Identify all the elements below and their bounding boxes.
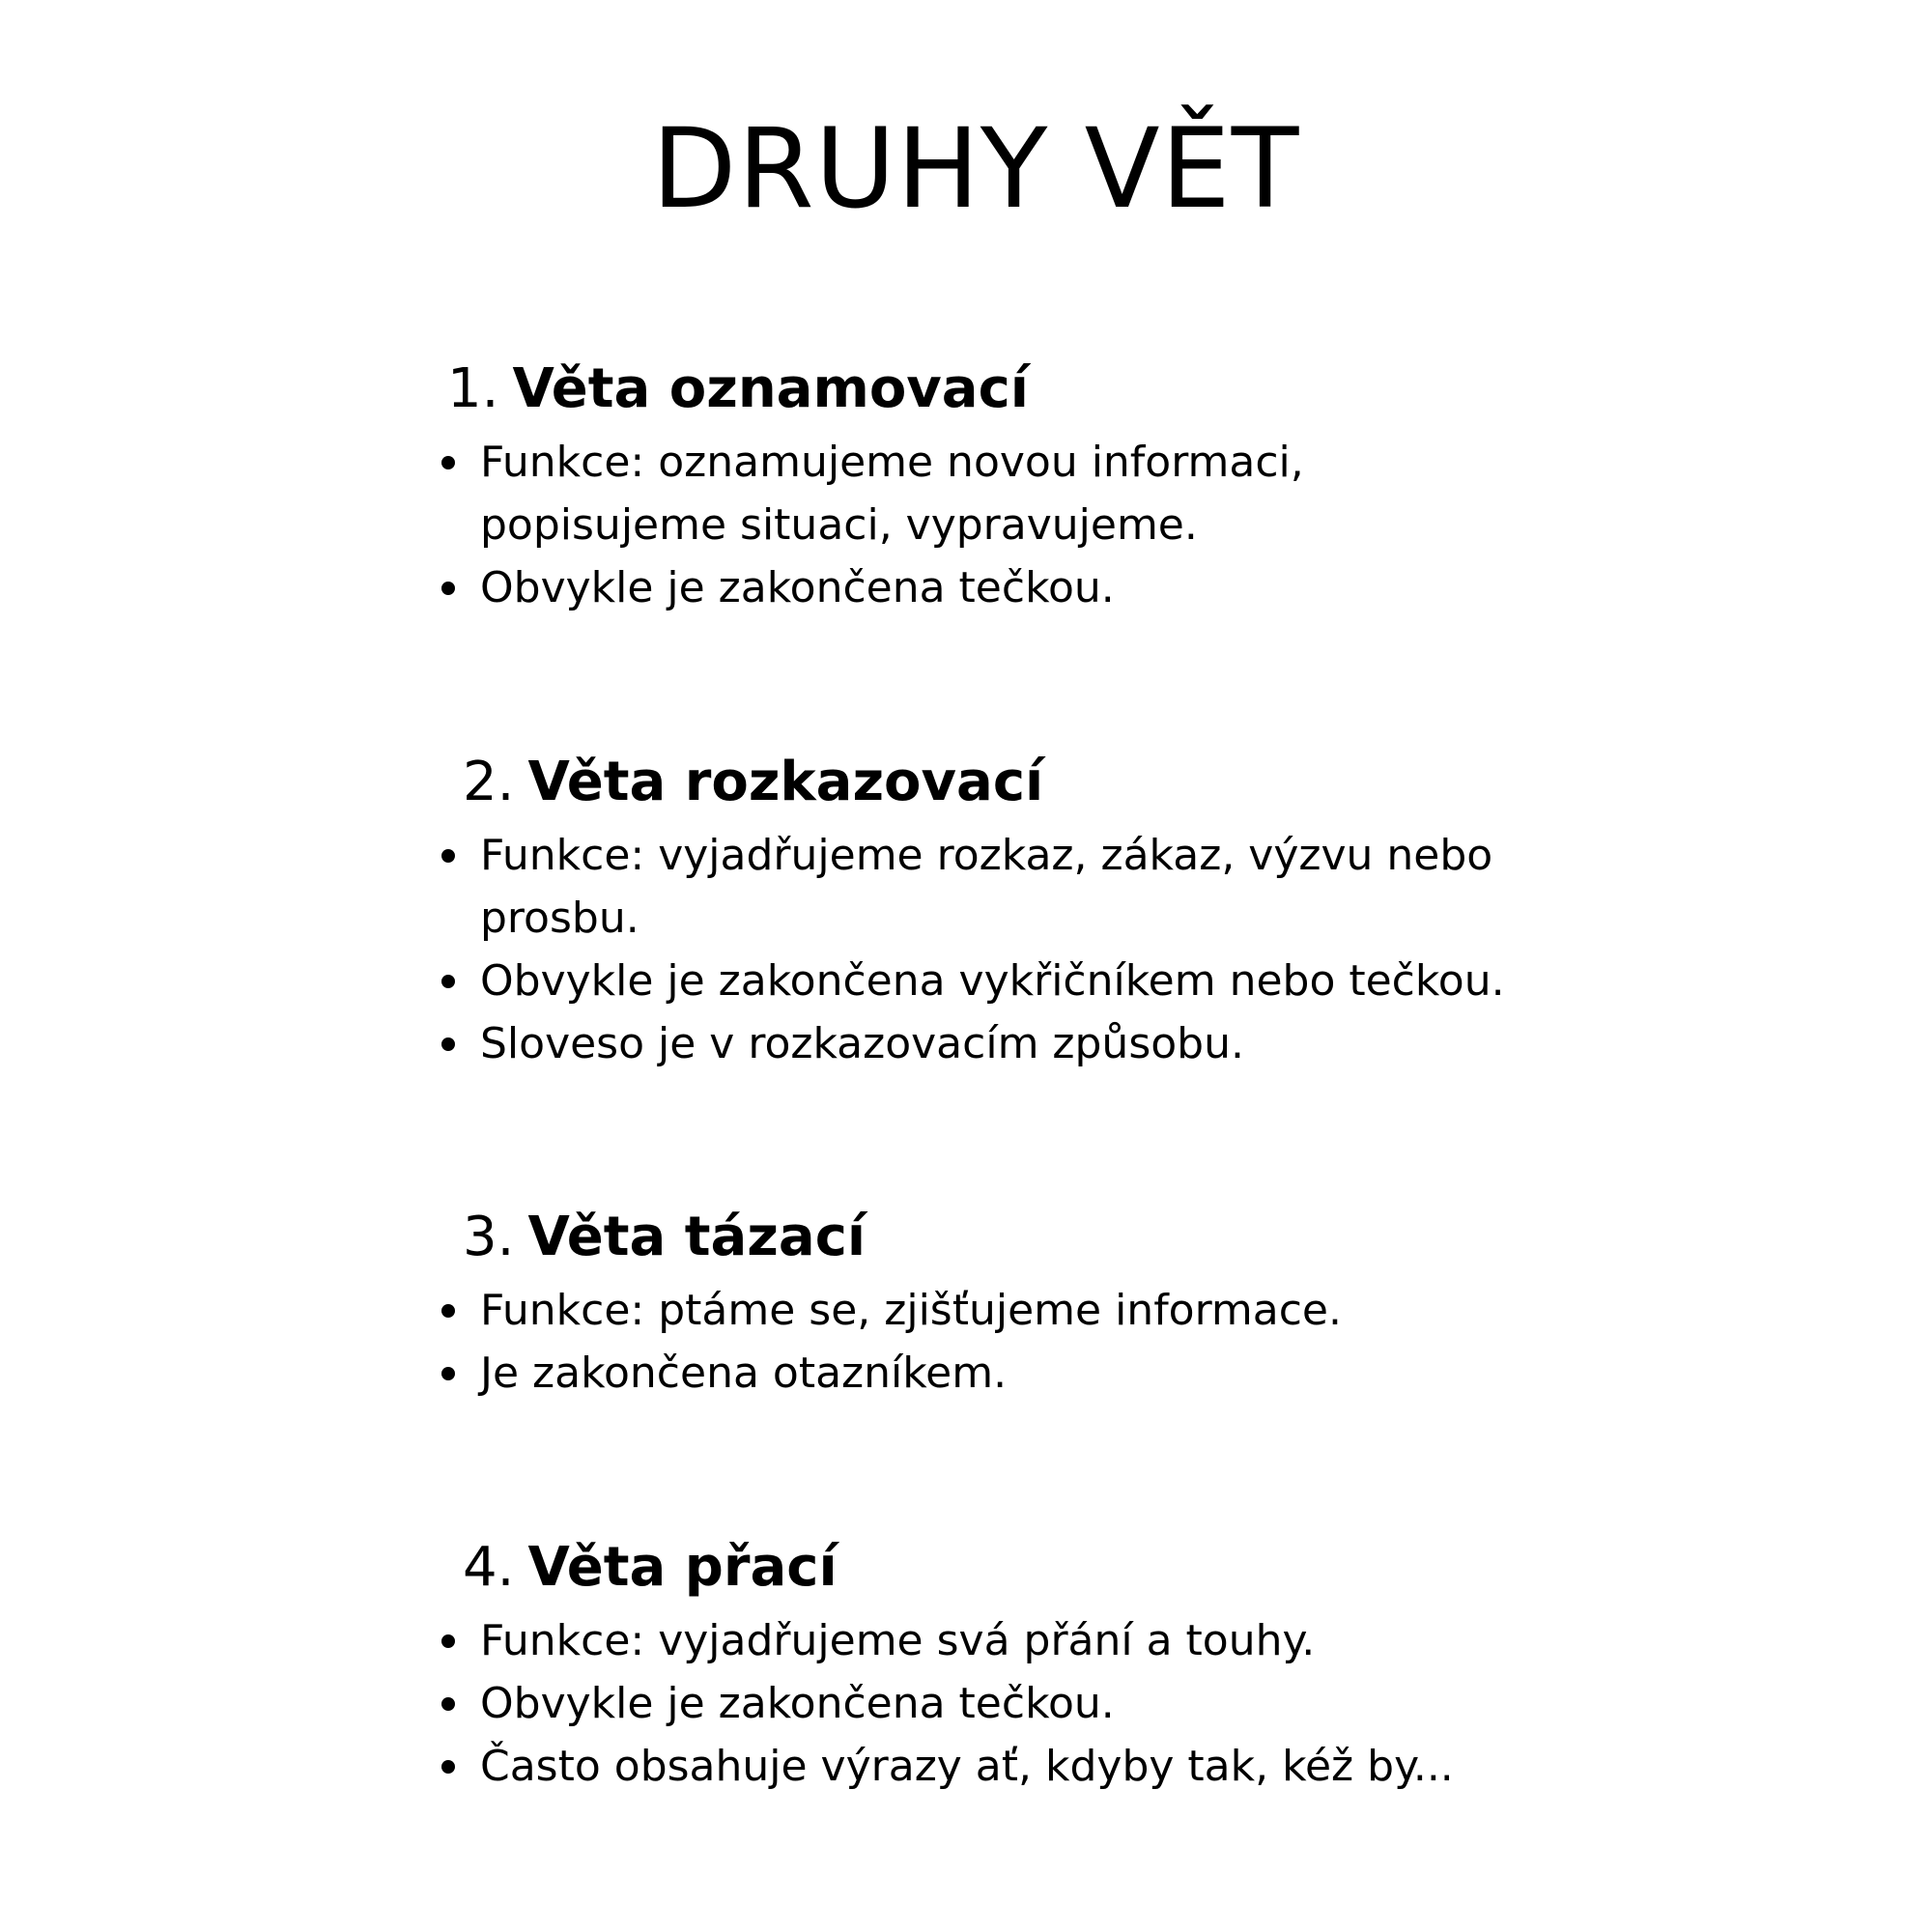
section-name: Věta přací <box>527 1536 838 1599</box>
list-item <box>438 1342 1543 1405</box>
section-name: Věta oznamovací <box>512 357 1029 420</box>
list-item-text: Obvykle je zakončena tečkou. <box>480 1679 1115 1728</box>
list-item-text: Funkce: vyjadřujeme svá přání a touhy. <box>480 1616 1316 1665</box>
bullet-icon <box>441 1037 455 1051</box>
bullet-icon <box>441 975 455 988</box>
list-item <box>438 1012 1543 1075</box>
list-item <box>438 556 1543 619</box>
section-number: 2. <box>463 751 515 813</box>
list-item-text: Sloveso je v rozkazovacím způsobu. <box>480 1019 1244 1068</box>
section-name: Věta rozkazovací <box>527 751 1044 813</box>
section-heading <box>463 749 1043 816</box>
list-item <box>438 431 1543 556</box>
list-item <box>438 1672 1543 1735</box>
list-item-text: Funkce: ptáme se, zjišťujeme informace. <box>480 1286 1342 1335</box>
bullet-icon <box>441 456 455 469</box>
section-number: 3. <box>463 1206 515 1268</box>
list-item-text: Funkce: vyjadřujeme rozkaz, zákaz, výzvu nebo <box>480 831 1493 880</box>
bullet-icon <box>441 1304 455 1318</box>
bullet-list <box>438 1609 1543 1798</box>
list-item <box>438 1735 1543 1798</box>
bullet-list <box>438 431 1543 619</box>
list-item <box>438 1279 1543 1342</box>
list-item-text: Obvykle je zakončena vykřičníkem nebo tečkou. <box>480 956 1505 1006</box>
list-item-text-continued: popisujeme situaci, vypravujeme. <box>480 500 1198 550</box>
bullet-list <box>438 824 1543 1075</box>
section-heading <box>463 1204 866 1271</box>
section-number: 1. <box>447 357 499 420</box>
bullet-icon <box>441 1760 455 1774</box>
bullet-icon <box>441 582 455 595</box>
bullet-icon <box>441 1367 455 1380</box>
section-name: Věta tázací <box>527 1206 867 1268</box>
list-item-text: Obvykle je zakončena tečkou. <box>480 563 1115 612</box>
bullet-icon <box>441 1634 455 1648</box>
list-item <box>438 950 1543 1012</box>
bullet-icon <box>441 1697 455 1711</box>
section-heading <box>463 1534 838 1602</box>
bullet-list <box>438 1279 1543 1405</box>
list-item-text-continued: prosbu. <box>480 894 639 943</box>
list-item <box>438 824 1543 950</box>
list-item-text: Často obsahuje výrazy ať, kdyby tak, kéž by... <box>480 1742 1454 1791</box>
list-item <box>438 1609 1543 1672</box>
section-number: 4. <box>463 1536 515 1599</box>
bullet-icon <box>441 849 455 863</box>
list-item-text: Funkce: oznamujeme novou informaci, <box>480 438 1304 487</box>
section-heading <box>447 355 1029 423</box>
page-title: DRUHY VĚT <box>651 104 1300 233</box>
list-item-text: Je zakončena otazníkem. <box>480 1349 1008 1398</box>
